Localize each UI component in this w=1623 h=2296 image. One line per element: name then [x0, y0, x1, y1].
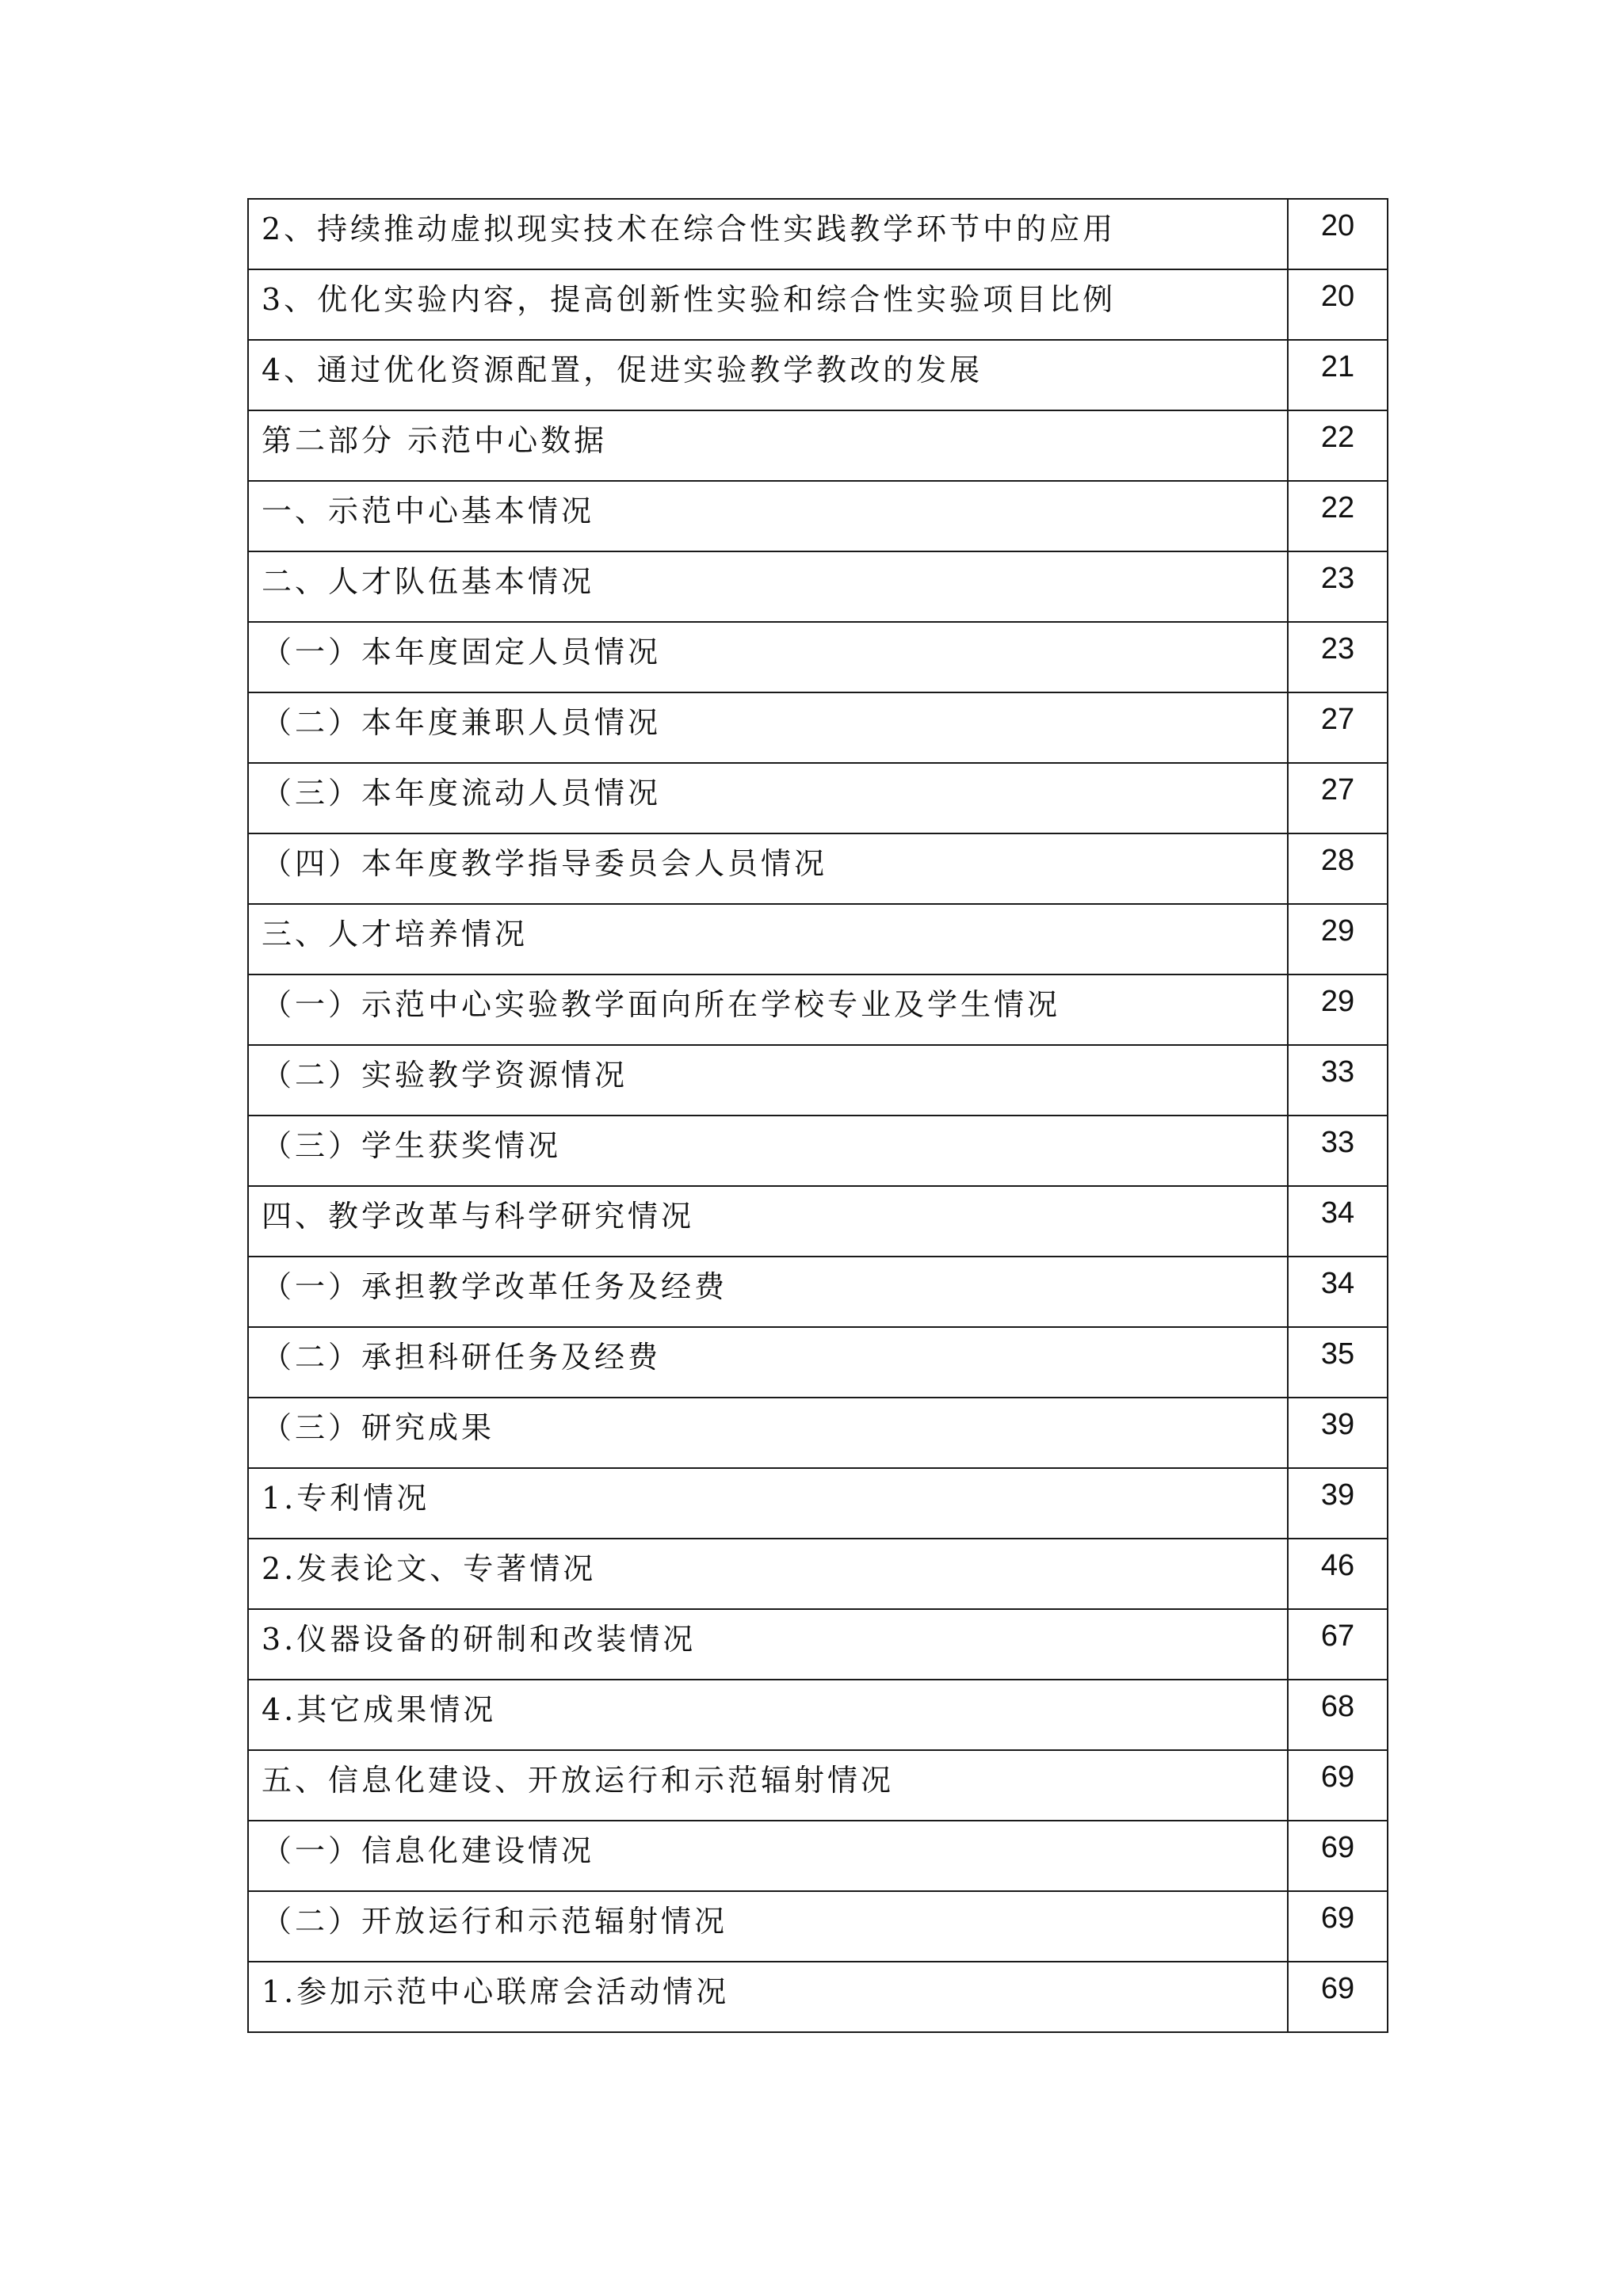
toc-entry-page-cell — [1288, 1327, 1388, 1398]
toc-entry-title: 1.专利情况 — [262, 1481, 430, 1516]
toc-entry-title-cell — [248, 1891, 1288, 1962]
toc-row — [248, 410, 1388, 481]
toc-row — [248, 904, 1388, 974]
toc-entry-title-cell — [248, 1821, 1288, 1891]
toc-entry-page-cell — [1288, 1398, 1388, 1468]
toc-entry-title-cell — [248, 763, 1288, 833]
toc-entry-page-number: 20 — [1320, 209, 1355, 242]
toc-entry-title: 3、优化实验内容，提高创新性实验和综合性实验项目比例 — [262, 282, 1117, 317]
toc-entry-page-cell — [1288, 481, 1388, 551]
toc-entry-page-cell — [1288, 269, 1388, 340]
toc-entry-title: 二、人才队伍基本情况 — [262, 564, 595, 599]
toc-entry-title: 3.仪器设备的研制和改装情况 — [262, 1622, 697, 1657]
toc-entry-title-cell — [248, 1257, 1288, 1327]
toc-row — [248, 1116, 1388, 1186]
toc-entry-page-number: 35 — [1320, 1337, 1355, 1371]
toc-entry-title-cell — [248, 269, 1288, 340]
toc-entry-page-number: 39 — [1320, 1408, 1355, 1441]
toc-entry-title-cell — [248, 1962, 1288, 2032]
toc-row — [248, 1750, 1388, 1821]
toc-entry-page-number: 69 — [1320, 1760, 1355, 1794]
toc-entry-page-number: 69 — [1320, 1831, 1355, 1864]
toc-entry-page-cell — [1288, 904, 1388, 974]
toc-row — [248, 1468, 1388, 1539]
toc-entry-title-cell — [248, 199, 1288, 269]
toc-entry-page-number: 34 — [1320, 1196, 1355, 1230]
toc-entry-page-cell — [1288, 1609, 1388, 1680]
toc-entry-page-cell — [1288, 833, 1388, 904]
toc-entry-title: （三）研究成果 — [262, 1410, 495, 1445]
toc-entry-page-cell — [1288, 692, 1388, 763]
toc-entry-title-cell — [248, 1680, 1288, 1750]
toc-entry-page-cell — [1288, 410, 1388, 481]
toc-entry-page-cell — [1288, 199, 1388, 269]
toc-row — [248, 1539, 1388, 1609]
toc-entry-title: （二）实验教学资源情况 — [262, 1058, 628, 1093]
toc-row — [248, 974, 1388, 1045]
toc-entry-page-number: 29 — [1320, 985, 1355, 1018]
toc-row — [248, 1398, 1388, 1468]
toc-entry-title: 4.其它成果情况 — [262, 1692, 497, 1727]
toc-entry-page-cell — [1288, 1891, 1388, 1962]
toc-entry-title: （三）本年度流动人员情况 — [262, 776, 662, 810]
toc-entry-title-cell — [248, 410, 1288, 481]
toc-entry-page-number: 27 — [1320, 773, 1355, 807]
toc-entry-title: （一）示范中心实验教学面向所在学校专业及学生情况 — [262, 987, 1061, 1022]
toc-entry-page-number: 22 — [1320, 421, 1355, 454]
toc-entry-title-cell — [248, 1327, 1288, 1398]
toc-entry-title: （二）本年度兼职人员情况 — [262, 705, 662, 740]
toc-entry-title: （一）信息化建设情况 — [262, 1833, 595, 1868]
toc-entry-page-number: 22 — [1320, 491, 1355, 524]
toc-entry-title-cell — [248, 1398, 1288, 1468]
toc-entry-page-cell — [1288, 1186, 1388, 1257]
toc-entry-title-cell — [248, 1186, 1288, 1257]
toc-entry-title: 第二部分 示范中心数据 — [262, 423, 608, 458]
toc-entry-page-number: 29 — [1320, 914, 1355, 948]
toc-entry-page-cell — [1288, 340, 1388, 410]
toc-entry-title: （三）学生获奖情况 — [262, 1128, 562, 1163]
toc-row — [248, 481, 1388, 551]
toc-entry-title-cell — [248, 1045, 1288, 1116]
toc-entry-title: 1.参加示范中心联席会活动情况 — [262, 1974, 730, 2009]
toc-entry-title: 2、持续推动虚拟现实技术在综合性实践教学环节中的应用 — [262, 212, 1117, 246]
toc-entry-page-number: 69 — [1320, 1972, 1355, 2005]
toc-row — [248, 1680, 1388, 1750]
toc-entry-page-cell — [1288, 551, 1388, 622]
toc-row — [248, 1327, 1388, 1398]
toc-row — [248, 340, 1388, 410]
toc-entry-page-number: 21 — [1320, 350, 1355, 383]
toc-row — [248, 1821, 1388, 1891]
toc-entry-title-cell — [248, 1609, 1288, 1680]
toc-entry-page-number: 27 — [1320, 703, 1355, 736]
toc-entry-page-cell — [1288, 1257, 1388, 1327]
toc-entry-page-number: 23 — [1320, 562, 1355, 595]
toc-entry-page-number: 69 — [1320, 1901, 1355, 1935]
toc-entry-page-cell — [1288, 1045, 1388, 1116]
toc-entry-page-cell — [1288, 1468, 1388, 1539]
toc-entry-page-number: 39 — [1320, 1478, 1355, 1512]
toc-entry-title-cell — [248, 551, 1288, 622]
toc-row — [248, 269, 1388, 340]
toc-row — [248, 692, 1388, 763]
toc-entry-title: （四）本年度教学指导委员会人员情况 — [262, 846, 828, 881]
toc-entry-page-number: 46 — [1320, 1549, 1355, 1582]
toc-entry-title: 四、教学改革与科学研究情况 — [262, 1199, 695, 1234]
toc-entry-title: 4、通过优化资源配置，促进实验教学教改的发展 — [262, 353, 983, 387]
toc-entry-title-cell — [248, 340, 1288, 410]
toc-entry-page-number: 28 — [1320, 844, 1355, 877]
toc-entry-title-cell — [248, 1116, 1288, 1186]
toc-entry-page-number: 33 — [1320, 1126, 1355, 1159]
toc-entry-title-cell — [248, 1468, 1288, 1539]
toc-entry-title: （一）本年度固定人员情况 — [262, 635, 662, 669]
toc-entry-title-cell — [248, 833, 1288, 904]
toc-entry-page-cell — [1288, 1750, 1388, 1821]
toc-entry-title-cell — [248, 904, 1288, 974]
toc-row — [248, 833, 1388, 904]
toc-row — [248, 1962, 1388, 2032]
toc-entry-page-number: 67 — [1320, 1619, 1355, 1653]
toc-entry-title: 三、人才培养情况 — [262, 917, 529, 952]
toc-row — [248, 1045, 1388, 1116]
toc-entry-page-cell — [1288, 763, 1388, 833]
toc-entry-title: 2.发表论文、专著情况 — [262, 1551, 597, 1586]
toc-entry-page-cell — [1288, 974, 1388, 1045]
toc-entry-title: （二）开放运行和示范辐射情况 — [262, 1904, 728, 1939]
table-of-contents — [247, 198, 1388, 2033]
toc-entry-title: 五、信息化建设、开放运行和示范辐射情况 — [262, 1763, 895, 1798]
toc-entry-page-cell — [1288, 1116, 1388, 1186]
toc-entry-title-cell — [248, 622, 1288, 692]
toc-entry-title: （二）承担科研任务及经费 — [262, 1340, 662, 1375]
toc-entry-page-number: 68 — [1320, 1690, 1355, 1723]
toc-entry-page-cell — [1288, 1821, 1388, 1891]
toc-row — [248, 1891, 1388, 1962]
toc-entry-page-cell — [1288, 1680, 1388, 1750]
toc-entry-title-cell — [248, 974, 1288, 1045]
toc-entry-title-cell — [248, 692, 1288, 763]
toc-row — [248, 199, 1388, 269]
toc-entry-title: 一、示范中心基本情况 — [262, 494, 595, 528]
toc-entry-page-cell — [1288, 1962, 1388, 2032]
toc-row — [248, 1609, 1388, 1680]
toc-entry-title-cell — [248, 1750, 1288, 1821]
toc-entry-page-cell — [1288, 622, 1388, 692]
toc-entry-page-number: 23 — [1320, 632, 1355, 666]
toc-body — [248, 199, 1388, 2032]
toc-row — [248, 763, 1388, 833]
toc-row — [248, 1257, 1388, 1327]
toc-entry-page-cell — [1288, 1539, 1388, 1609]
toc-row — [248, 551, 1388, 622]
toc-entry-page-number: 33 — [1320, 1055, 1355, 1089]
toc-entry-title-cell — [248, 1539, 1288, 1609]
toc-row — [248, 1186, 1388, 1257]
toc-entry-title-cell — [248, 481, 1288, 551]
toc-entry-title: （一）承担教学改革任务及经费 — [262, 1269, 728, 1304]
toc-entry-page-number: 20 — [1320, 280, 1355, 313]
toc-entry-page-number: 34 — [1320, 1267, 1355, 1300]
toc-row — [248, 622, 1388, 692]
